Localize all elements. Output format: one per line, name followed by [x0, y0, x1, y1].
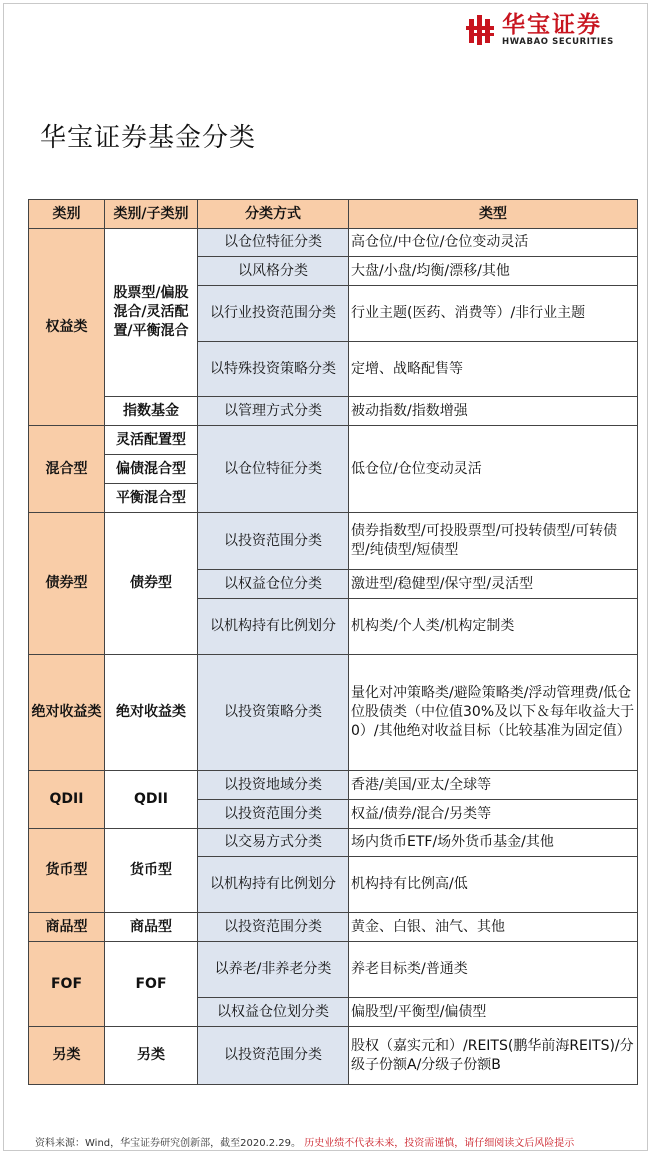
type-cell: 偏股型/平衡型/偏债型: [349, 998, 638, 1027]
subcategory-cell: 指数基金: [105, 397, 198, 426]
category-cell: QDII: [29, 771, 105, 829]
table-row: [29, 397, 638, 426]
header-type: 类型: [349, 200, 638, 229]
method-cell: 以机构持有比例划分: [198, 857, 349, 913]
type-cell: 被动指数/指数增强: [349, 397, 638, 426]
category-cell: 权益类: [29, 229, 105, 426]
method-cell: 以投资范围分类: [198, 1027, 349, 1085]
table-row: [29, 829, 638, 857]
type-cell: 行业主题(医药、消费等）/非行业主题: [349, 286, 638, 342]
method-cell: 以投资范围分类: [198, 913, 349, 942]
method-cell: 以投资范围分类: [198, 800, 349, 829]
category-cell: 另类: [29, 1027, 105, 1085]
method-cell: 以仓位特征分类: [198, 426, 349, 513]
fund-classification-table: [28, 199, 638, 1085]
table-row: [29, 1027, 638, 1085]
category-cell: FOF: [29, 942, 105, 1027]
type-cell: 量化对冲策略类/避险策略类/浮动管理费/低仓位股债类（中位值30%及以下＆每年收益大于0）/其他绝对收益目标（比较基准为固定值）: [349, 655, 638, 771]
header-subcategory: 类别/子类别: [105, 200, 198, 229]
type-cell: 香港/美国/亚太/全球等: [349, 771, 638, 800]
source-text: 资料来源：Wind，华宝证券研究创新部，截至2020.2.29。: [35, 1138, 302, 1149]
category-cell: 货币型: [29, 829, 105, 913]
subcategory-cell: QDII: [105, 771, 198, 829]
method-cell: 以特殊投资策略分类: [198, 342, 349, 397]
subcategory-cell: 股票型/偏股混合/灵活配置/平衡混合: [105, 229, 198, 397]
category-cell: 债券型: [29, 513, 105, 655]
method-cell: 以行业投资范围分类: [198, 286, 349, 342]
table-row: [29, 426, 638, 455]
subcategory-cell: 商品型: [105, 913, 198, 942]
hwabao-logo-icon: [466, 13, 496, 47]
type-cell: 权益/债券/混合/另类等: [349, 800, 638, 829]
header-category: 类别: [29, 200, 105, 229]
table-row: [29, 655, 638, 771]
subcategory-cell: 另类: [105, 1027, 198, 1085]
type-cell: 低仓位/仓位变动灵活: [349, 426, 638, 513]
type-cell: 高仓位/中仓位/仓位变动灵活: [349, 229, 638, 257]
method-cell: 以投资地域分类: [198, 771, 349, 800]
table-header-row: [29, 200, 638, 229]
method-cell: 以交易方式分类: [198, 829, 349, 857]
risk-warning: 历史业绩不代表未来，投资需谨慎，请仔细阅读文后风险提示: [304, 1138, 575, 1149]
type-cell: 养老目标类/普通类: [349, 942, 638, 998]
method-cell: 以风格分类: [198, 257, 349, 286]
page-title: 华宝证券基金分类: [40, 123, 257, 153]
type-cell: 债券指数型/可投股票型/可投转债型/可转债型/纯债型/短债型: [349, 513, 638, 570]
type-cell: 激进型/稳健型/保守型/灵活型: [349, 570, 638, 599]
category-cell: 混合型: [29, 426, 105, 513]
type-cell: 黄金、白银、油气、其他: [349, 913, 638, 942]
type-cell: 定增、战略配售等: [349, 342, 638, 397]
category-cell: 商品型: [29, 913, 105, 942]
brand-logo: [466, 10, 641, 50]
subcategory-cell: 绝对收益类: [105, 655, 198, 771]
header-method: 分类方式: [198, 200, 349, 229]
table-row: [29, 942, 638, 998]
method-cell: 以管理方式分类: [198, 397, 349, 426]
method-cell: 以养老/非养老分类: [198, 942, 349, 998]
category-cell: 绝对收益类: [29, 655, 105, 771]
subcategory-cell: 灵活配置型: [105, 426, 198, 455]
method-cell: 以仓位特征分类: [198, 229, 349, 257]
type-cell: 大盘/小盘/均衡/漂移/其他: [349, 257, 638, 286]
method-cell: 以机构持有比例划分: [198, 599, 349, 655]
table-row: [29, 771, 638, 800]
brand-name-en: HWABAO SECURITIES: [502, 36, 614, 47]
type-cell: 机构持有比例高/低: [349, 857, 638, 913]
source-footnote: [35, 1134, 574, 1149]
method-cell: 以投资范围分类: [198, 513, 349, 570]
subcategory-cell: 偏债混合型: [105, 455, 198, 484]
method-cell: 以投资策略分类: [198, 655, 349, 771]
method-cell: 以权益仓位划分类: [198, 998, 349, 1027]
subcategory-cell: 平衡混合型: [105, 484, 198, 513]
type-cell: 股权（嘉实元和）/REITS(鹏华前海REITS)/分级子份额A/分级子份额B: [349, 1027, 638, 1085]
subcategory-cell: 货币型: [105, 829, 198, 913]
method-cell: 以权益仓位分类: [198, 570, 349, 599]
type-cell: 机构类/个人类/机构定制类: [349, 599, 638, 655]
table-row: [29, 913, 638, 942]
subcategory-cell: FOF: [105, 942, 198, 1027]
brand-name-cn: 华宝证券: [502, 11, 602, 38]
subcategory-cell: 债券型: [105, 513, 198, 655]
table-row: [29, 229, 638, 257]
type-cell: 场内货币ETF/场外货币基金/其他: [349, 829, 638, 857]
table-row: [29, 513, 638, 570]
